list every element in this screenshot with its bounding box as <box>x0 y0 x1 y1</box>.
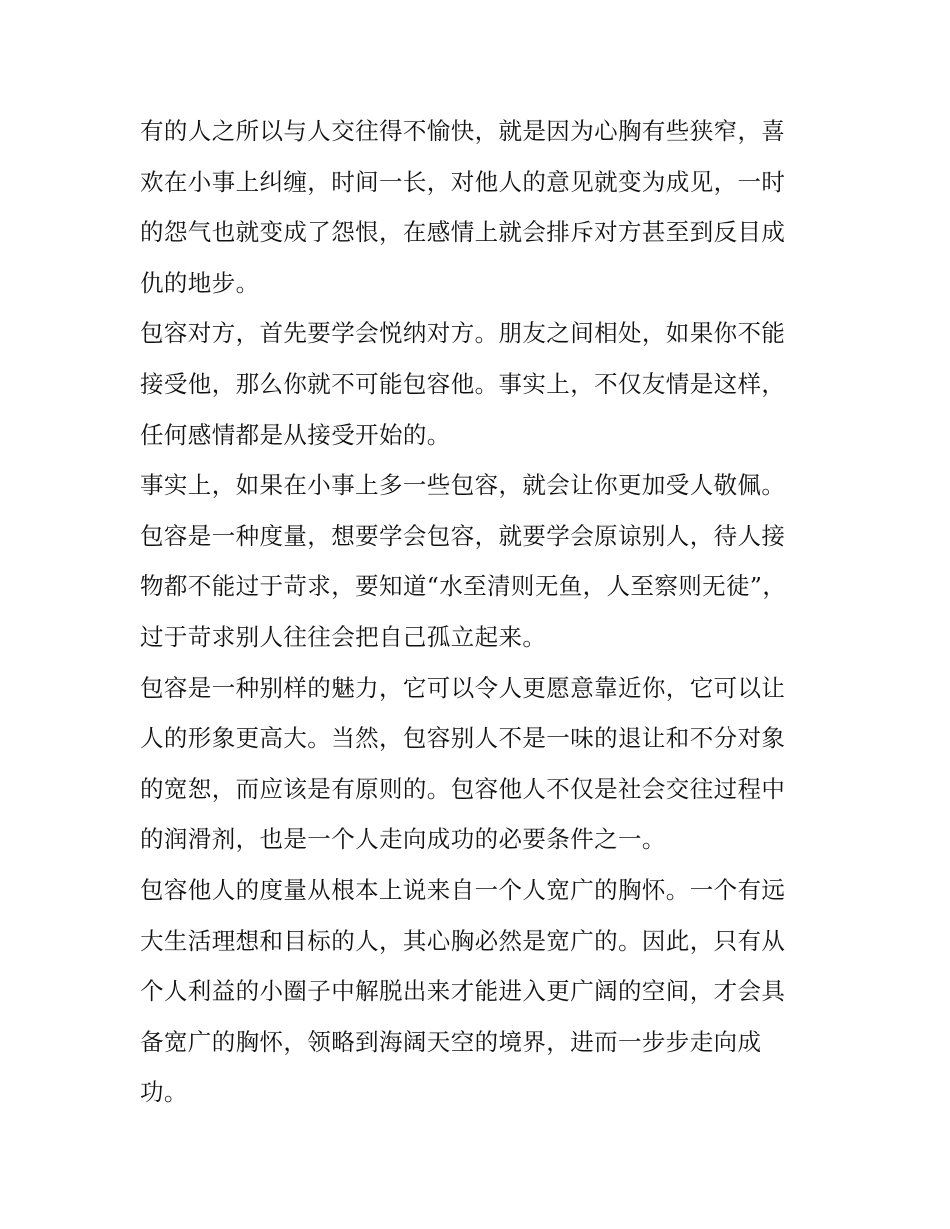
text-line: 事实上，如果在小事上多一些包容，就会让你更加受人敬佩。 <box>140 471 786 500</box>
text-line: 欢在小事上纠缠，时间一长，对他人的意见就变为成见，一时 <box>140 167 786 196</box>
text-line: 备宽广的胸怀，领略到海阔天空的境界，进而一步步走向成 <box>140 1027 762 1056</box>
text-line: 的润滑剂，也是一个人走向成功的必要条件之一。 <box>140 825 666 854</box>
text-line: 个人利益的小圈子中解脱出来才能进入更广阔的空间，才会具 <box>140 977 786 1006</box>
paragraph <box>140 663 820 865</box>
text-line: 包容是一种度量，想要学会包容，就要学会原谅别人，待人接 <box>140 521 786 550</box>
text-line: 大生活理想和目标的人，其心胸必然是宽广的。因此，只有从 <box>140 926 786 955</box>
text-line: 任何感情都是从接受开始的。 <box>140 420 451 449</box>
paragraph <box>140 308 820 460</box>
text-line: 有的人之所以与人交往得不愉快，就是因为心胸有些狭窄，喜 <box>140 117 786 145</box>
text-line: 包容他人的度量从根本上说来自一个人宽广的胸怀。一个有远 <box>140 875 786 904</box>
text-line: 物都不能过于苛求，要知道“水至清则无鱼，人至察则无徒”， <box>140 572 787 601</box>
text-line: 人的形象更高大。当然，包容别人不是一味的退让和不分对象 <box>140 724 786 753</box>
paragraph <box>140 865 820 1118</box>
text-line: 的怨气也就变成了怨恨，在感情上就会排斥对方甚至到反目成 <box>140 218 786 247</box>
text-line: 过于苛求别人往往会把自己孤立起来。 <box>140 622 547 651</box>
text-line: 功。 <box>140 1078 188 1107</box>
text-line: 的宽恕，而应该是有原则的。包容他人不仅是社会交往过程中 <box>140 774 786 803</box>
text-line: 包容对方，首先要学会悦纳对方。朋友之间相处，如果你不能 <box>140 319 786 348</box>
paragraph <box>140 511 820 663</box>
paragraph <box>140 106 820 308</box>
text-line: 包容是一种别样的魅力，它可以令人更愿意靠近你，它可以让 <box>140 673 786 702</box>
text-line: 仇的地步。 <box>140 268 260 297</box>
document-body <box>140 106 820 1118</box>
text-line: 接受他，那么你就不可能包容他。事实上，不仅友情是这样， <box>140 369 786 398</box>
paragraph <box>140 460 820 511</box>
